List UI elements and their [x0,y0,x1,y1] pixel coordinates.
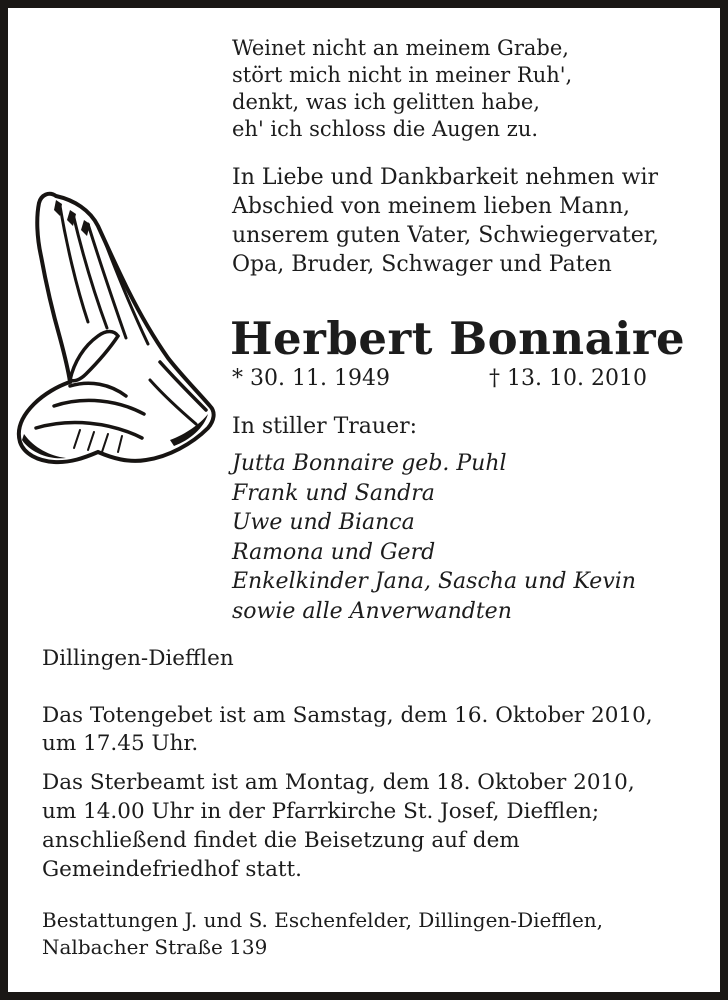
undertaker-name-line: Bestattungen J. und S. Eschenfelder, Dillingen-Diefflen, [42,908,604,932]
sterbeamt-line: Das Sterbeamt ist am Montag, dem 18. Oktober 2010, [42,770,635,795]
location-line: Dillingen-Diefflen [42,646,234,671]
sterbeamt-line: Gemeindefriedhof statt. [42,857,303,882]
praying-hands-icon [10,190,228,472]
undertaker-address-line: Nalbacher Straße 139 [42,935,268,959]
praying-hands-image [10,190,228,472]
sterbeamt-paragraph [42,768,635,884]
deceased-name: Herbert Bonnaire [230,312,686,365]
poem-line: Weinet nicht an meinem Grabe, [232,36,569,60]
totengebet-paragraph [42,702,653,758]
mourner-line: Uwe und Bianca [232,510,415,535]
mourner-line: Jutta Bonnaire geb. Puhl [232,451,507,476]
memorial-poem [232,35,572,143]
mourners-list [232,449,636,626]
intro-line: unserem guten Vater, Schwiegervater, [232,223,659,248]
poem-line: denkt, was ich gelitten habe, [232,90,540,114]
totengebet-line: Das Totengebet ist am Samstag, dem 16. Oktober 2010, [42,703,653,728]
intro-line: In Liebe und Dankbarkeit nehmen wir [232,165,659,190]
mourning-heading: In stiller Trauer: [232,414,418,439]
totengebet-line: um 17.45 Uhr. [42,731,199,756]
sterbeamt-line: um 14.00 Uhr in der Pfarrkirche St. Josef, Diefflen; [42,799,600,824]
mourner-line: Ramona und Gerd [232,539,436,565]
announcement-intro [232,163,659,279]
mourner-line: Enkelkinder Jana, Sascha und Kevin [232,569,636,594]
intro-line: Opa, Bruder, Schwager und Paten [232,252,612,277]
birth-date: * 30. 11. 1949 [232,366,390,391]
death-date: † 13. 10. 2010 [489,366,647,391]
poem-line: stört mich nicht in meiner Ruh', [232,63,573,87]
intro-line: Abschied von meinem lieben Mann, [232,194,631,219]
mourner-line: sowie alle Anverwandten [232,598,512,624]
mourner-line: Frank und Sandra [232,480,435,506]
undertaker-line [42,907,603,961]
poem-line: eh' ich schloss die Augen zu. [232,117,539,141]
life-dates [232,366,702,391]
sterbeamt-line: anschließend findet die Beisetzung auf dem [42,828,520,853]
